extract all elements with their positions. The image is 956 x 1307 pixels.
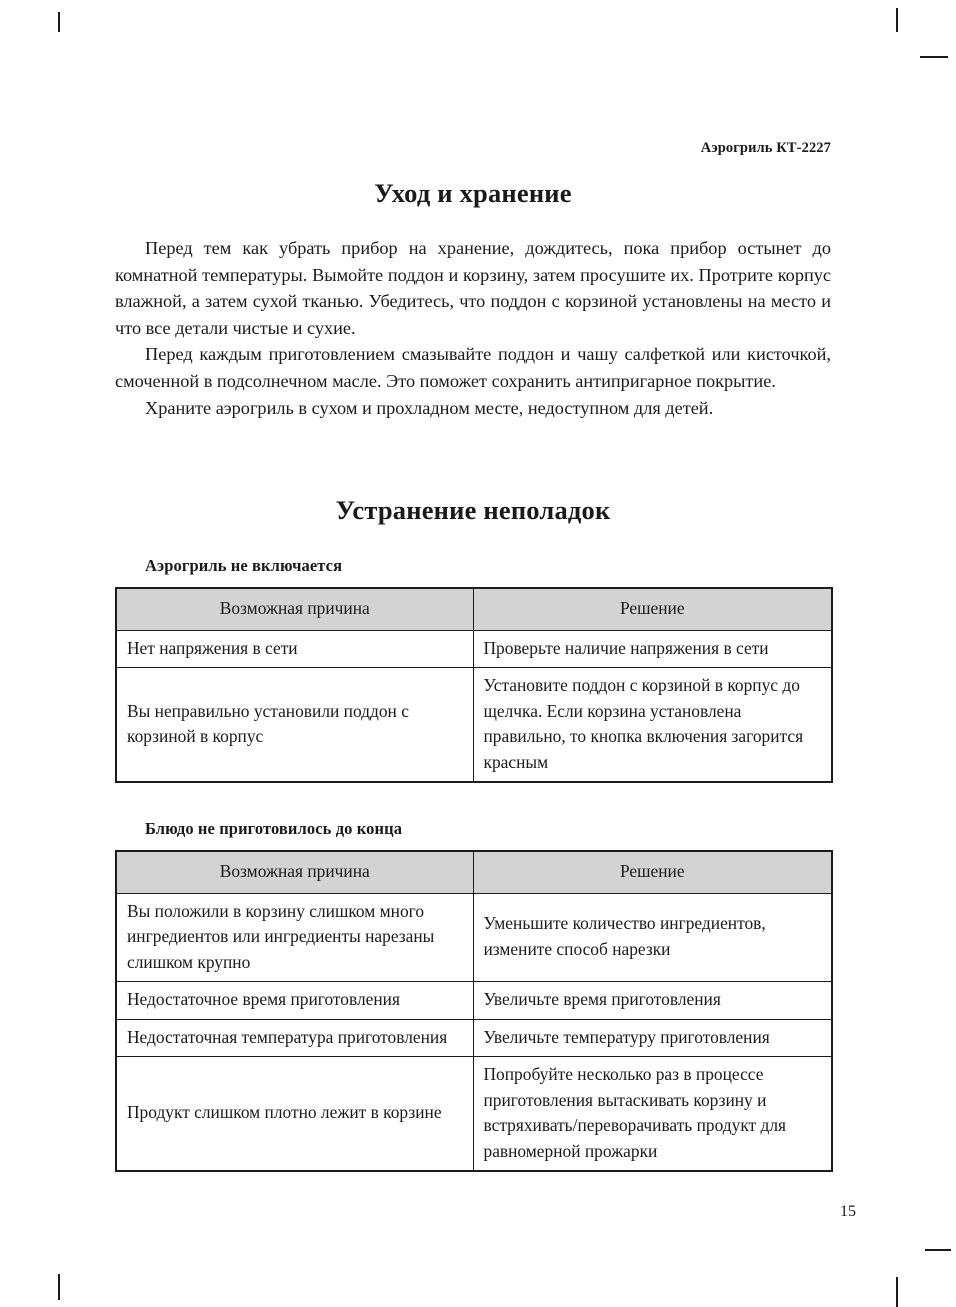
table-row xyxy=(116,893,832,982)
care-paragraph-3: Храните аэрогриль в сухом и прохладном месте, недоступном для детей. xyxy=(145,397,714,418)
care-paragraph-1: Перед тем как убрать прибор на хранение, дождитесь, пока прибор остынет до комнатной температуры. Вымойте поддон и корзину, затем просушите их. Протрите корпус влажной, а затем сухой тканью. Убедитесь, что поддон с корзиной установлены на место и что все детали чистые и сухие. xyxy=(115,238,831,338)
page-content xyxy=(115,178,831,1172)
table-row xyxy=(116,982,832,1020)
troubleshooting-section-title: Устранение неполадок xyxy=(335,495,611,526)
care-section-title: Уход и хранение xyxy=(374,178,572,208)
section-spacer xyxy=(115,421,831,495)
cell-cause: Вы неправильно установили поддон с корзиной в корпус xyxy=(116,668,473,783)
cell-solution: Установите поддон с корзиной в корпус до щелчка. Если корзина установлена правильно, то кнопка включения загорится красным xyxy=(473,668,832,783)
table-spacer xyxy=(115,783,831,819)
care-paragraph-2: Перед каждым приготовлением смазывайте поддон и чашу салфеткой или кисточкой, смоченной в подсолнечном масле. Это поможет сохранить антипригарное покрытие. xyxy=(115,344,831,391)
cell-solution: Проверьте наличие напряжения в сети xyxy=(473,630,832,668)
table-row xyxy=(116,630,832,668)
table-header-row xyxy=(116,851,832,893)
troubleshooting-heading-1: Аэрогриль не включается xyxy=(145,556,343,576)
table-row xyxy=(116,1019,832,1057)
column-header-solution: Решение xyxy=(473,588,832,630)
column-header-cause: Возможная причина xyxy=(116,851,473,893)
cell-cause: Вы положили в корзину слишком много ингредиентов или ингредиенты нарезаны слишком крупно xyxy=(116,893,473,982)
cell-cause: Продукт слишком плотно лежит в корзине xyxy=(116,1057,473,1172)
table-row xyxy=(116,668,832,783)
cell-solution: Увеличьте температуру приготовления xyxy=(473,1019,832,1057)
troubleshooting-table-2 xyxy=(115,850,833,1172)
troubleshooting-heading-2: Блюдо не приготовилось до конца xyxy=(145,819,403,839)
cell-solution: Попробуйте несколько раз в процессе приготовления вытаскивать корзину и встряхивать/переворачивать продукт для равномерной прожарки xyxy=(473,1057,832,1172)
cell-solution: Увеличьте время приготовления xyxy=(473,982,832,1020)
table-row xyxy=(116,1057,832,1172)
cell-cause: Недостаточное время приготовления xyxy=(116,982,473,1020)
cell-cause: Недостаточная температура приготовления xyxy=(116,1019,473,1057)
column-header-cause: Возможная причина xyxy=(116,588,473,630)
table-header-row xyxy=(116,588,832,630)
care-section-body xyxy=(115,235,831,421)
troubleshooting-table-1 xyxy=(115,587,833,783)
page-number: 15 xyxy=(840,1203,856,1220)
column-header-solution: Решение xyxy=(473,851,832,893)
cell-solution: Уменьшите количество ингредиентов, измените способ нарезки xyxy=(473,893,832,982)
running-head: Аэрогриль КТ-2227 xyxy=(700,140,831,156)
cell-cause: Нет напряжения в сети xyxy=(116,630,473,668)
